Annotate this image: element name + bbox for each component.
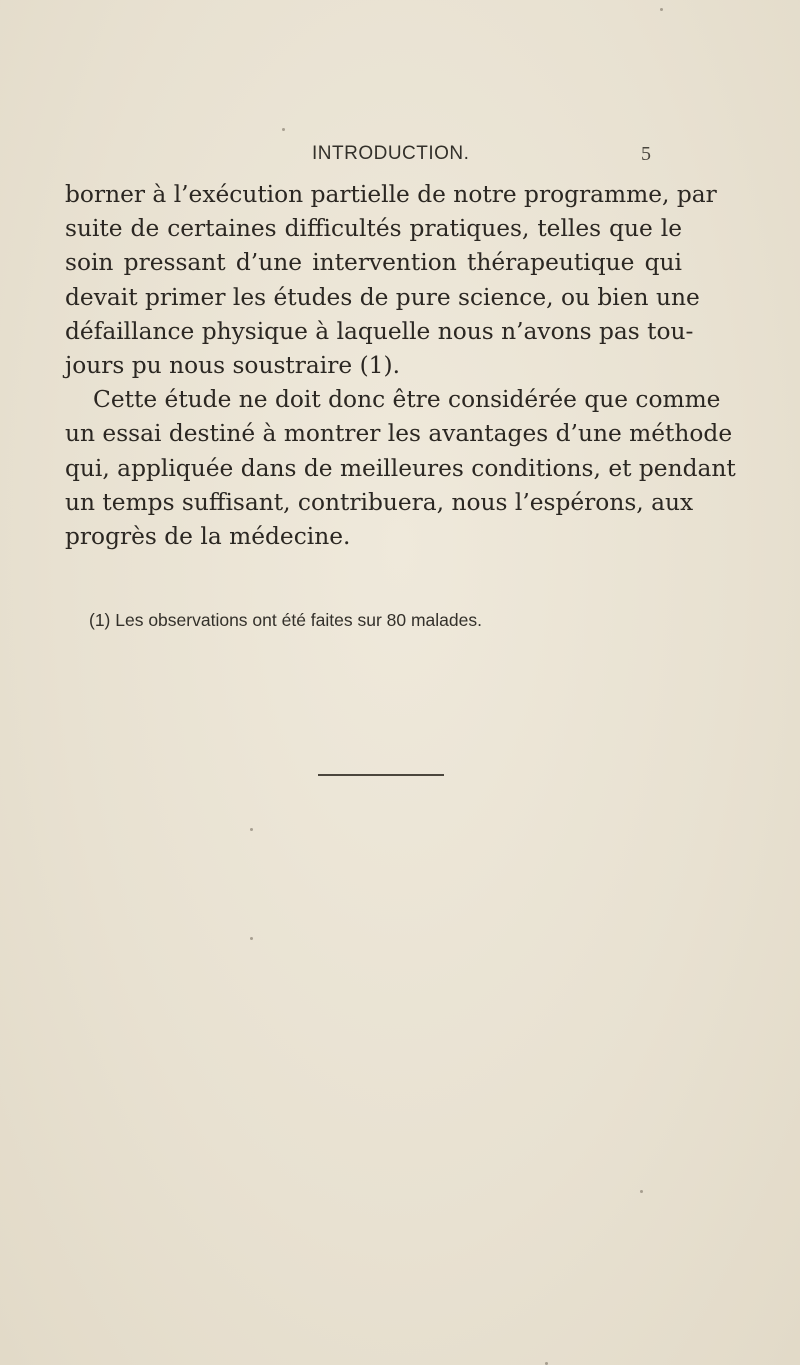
- text-line: qui, appliquée dans de meilleures conditions, et pendant: [65, 454, 736, 482]
- paper-speck: [640, 1190, 643, 1193]
- text-line: progrès de la médecine.: [65, 522, 351, 550]
- text-line: jours pu nous soustraire (1).: [65, 351, 400, 379]
- running-title: INTRODUCTION.: [312, 143, 470, 164]
- paper-speck: [250, 937, 253, 940]
- page-number: 5: [641, 143, 651, 165]
- text-line: suite de certaines difficultés pratiques, telles que le: [65, 215, 682, 243]
- text-line: un essai destiné à montrer les avantages d’une méthode: [65, 420, 733, 448]
- text-line: devait primer les études de pure science, ou bien une: [65, 283, 700, 311]
- divider-rule: [318, 774, 444, 776]
- text-line: soin pressant d’une intervention thérapeutique qui: [65, 249, 682, 277]
- text-line: borner à l’exécution partielle de notre programme, par: [65, 181, 717, 208]
- text-line: un temps suffisant, contribuera, nous l’espérons, aux: [65, 488, 694, 516]
- body-text: [65, 178, 736, 554]
- running-head: [0, 143, 800, 173]
- footnote: (1) Les observations ont été faites sur 80 malades.: [89, 610, 482, 630]
- text-line: défaillance physique à laquelle nous n’avons pas tou-: [65, 317, 694, 345]
- paper-speck: [282, 128, 285, 131]
- text-line: Cette étude ne doit donc être considérée que comme: [93, 386, 721, 414]
- paper-speck: [660, 8, 663, 11]
- paper-speck: [250, 828, 253, 831]
